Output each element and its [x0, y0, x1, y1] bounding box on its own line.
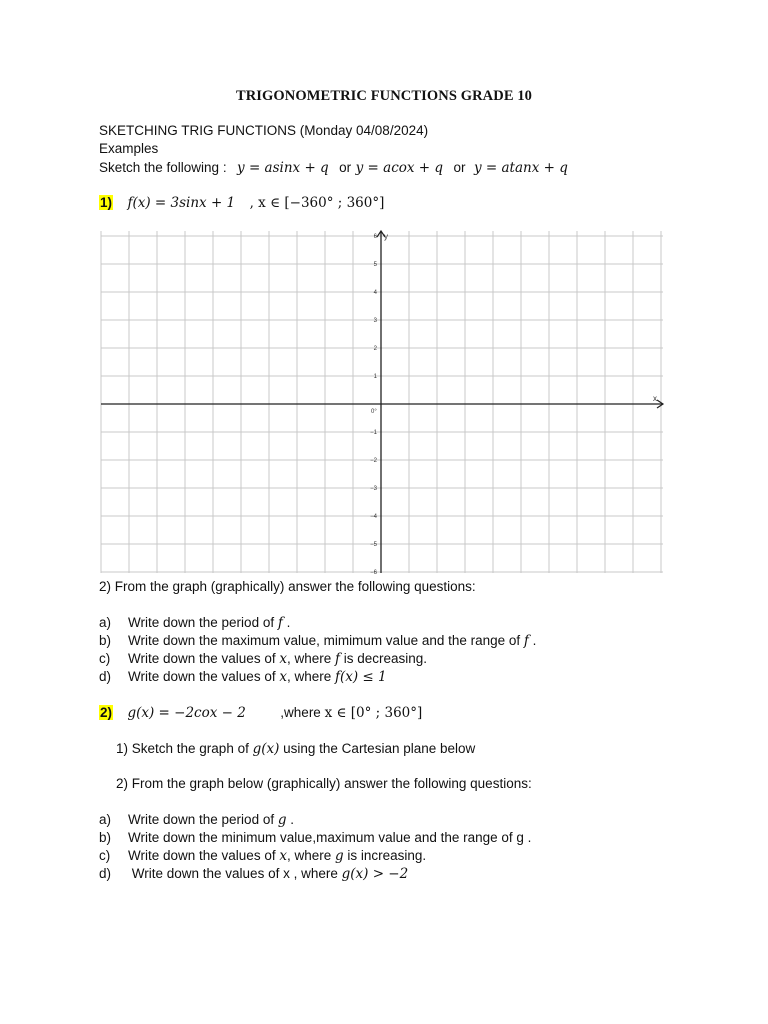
function-f: f(x) = 3sinx + 1: [127, 195, 236, 211]
item-text: Write down the values of: [128, 848, 280, 863]
y-tick-label: 2: [373, 346, 377, 352]
document-title: TRIGONOMETRIC FUNCTIONS GRADE 10: [235, 88, 533, 104]
y-tick-label: −1: [370, 430, 377, 436]
item-text: is increasing.: [343, 848, 427, 863]
item-math: x: [279, 651, 287, 667]
item-text: , where: [286, 669, 335, 684]
item-math: f: [334, 651, 340, 667]
y-tick-label: −2: [370, 458, 377, 464]
item-text: Write down the maximum value, mimimum value and the range of: [128, 633, 524, 648]
item-math: f: [277, 615, 283, 631]
item-math: f: [523, 633, 529, 649]
item-text: is decreasing.: [339, 651, 428, 666]
item-label: b): [99, 830, 112, 845]
where-word: ,where: [280, 705, 325, 720]
item-label: d): [99, 866, 112, 881]
item-text: Write down the period of: [128, 615, 278, 630]
examples-label: Examples: [99, 141, 159, 156]
instruction-text: 1) Sketch the graph of: [116, 741, 253, 756]
question-number: 2): [100, 705, 113, 720]
item-text: Write down the values of x , where: [128, 866, 342, 881]
item-math: x: [279, 669, 287, 685]
domain-f: , x ∈ [−360° ; 360°]: [249, 195, 385, 211]
item-label: a): [99, 615, 112, 630]
question-number: 1): [100, 195, 113, 210]
y-tick-label: 4: [373, 290, 377, 296]
question-item: [99, 632, 536, 650]
item-text: .: [282, 615, 291, 630]
item-math: g: [334, 848, 344, 864]
form-sine: y = asinx + q: [237, 160, 329, 176]
function-g: g(x) = −2cox − 2: [127, 705, 246, 721]
item-label: a): [99, 812, 112, 827]
question-item: [99, 614, 290, 632]
question-2-line: [99, 704, 422, 722]
item-text: Write down the minimum value,maximum value and the range of g .: [128, 830, 532, 845]
item-math: f(x) ≤ 1: [334, 669, 387, 685]
question-item: [99, 847, 426, 865]
form-cosine: y = acox + q: [355, 160, 444, 176]
x-axis-label: x: [653, 394, 657, 403]
y-tick-label: −5: [370, 542, 377, 548]
question-item: [99, 811, 294, 829]
item-text: , where: [286, 848, 335, 863]
y-tick-label: 3: [373, 318, 377, 324]
item-text: .: [528, 633, 537, 648]
question-item: [99, 668, 387, 686]
item-text: Write down the values of: [128, 651, 280, 666]
y-tick-label: 1: [373, 374, 377, 380]
or-word: or: [453, 160, 466, 175]
or-word: or: [339, 160, 352, 175]
q2-sketch-instruction: [116, 740, 475, 758]
item-label: b): [99, 633, 112, 648]
item-text: Write down the values of: [128, 669, 280, 684]
instruction-tail: using the Cartesian plane below: [279, 741, 476, 756]
item-math: x: [279, 848, 287, 864]
item-label: d): [99, 669, 112, 684]
question-item: [99, 829, 531, 847]
q1-questions-heading: 2) From the graph (graphically) answer the following questions:: [99, 579, 476, 594]
y-tick-label: −4: [370, 514, 377, 520]
question-item: [99, 865, 408, 883]
item-text: .: [286, 812, 295, 827]
q2-questions-heading: 2) From the graph below (graphically) answer the following questions:: [116, 776, 532, 791]
item-label: c): [99, 651, 111, 666]
y-tick-label: 5: [373, 262, 377, 268]
item-math: g: [277, 812, 287, 828]
question-item: [99, 650, 427, 668]
y-tick-label: −3: [370, 486, 377, 492]
item-text: Write down the period of: [128, 812, 278, 827]
y-tick-label: 6: [373, 234, 377, 240]
item-label: c): [99, 848, 111, 863]
section-heading: SKETCHING TRIG FUNCTIONS (Monday 04/08/2024): [99, 123, 429, 138]
item-text: , where: [286, 651, 335, 666]
domain-g: x ∈ [0° ; 360°]: [324, 705, 423, 721]
item-math: g(x) > −2: [341, 866, 409, 882]
y-tick-label: −6: [370, 570, 377, 576]
instruction-math: g(x): [252, 741, 280, 757]
sketch-prefix: Sketch the following :: [99, 160, 227, 175]
form-tangent: y = atanx + q: [473, 160, 568, 176]
origin-label: 0°: [371, 409, 377, 415]
y-axis-label: y: [384, 232, 388, 241]
